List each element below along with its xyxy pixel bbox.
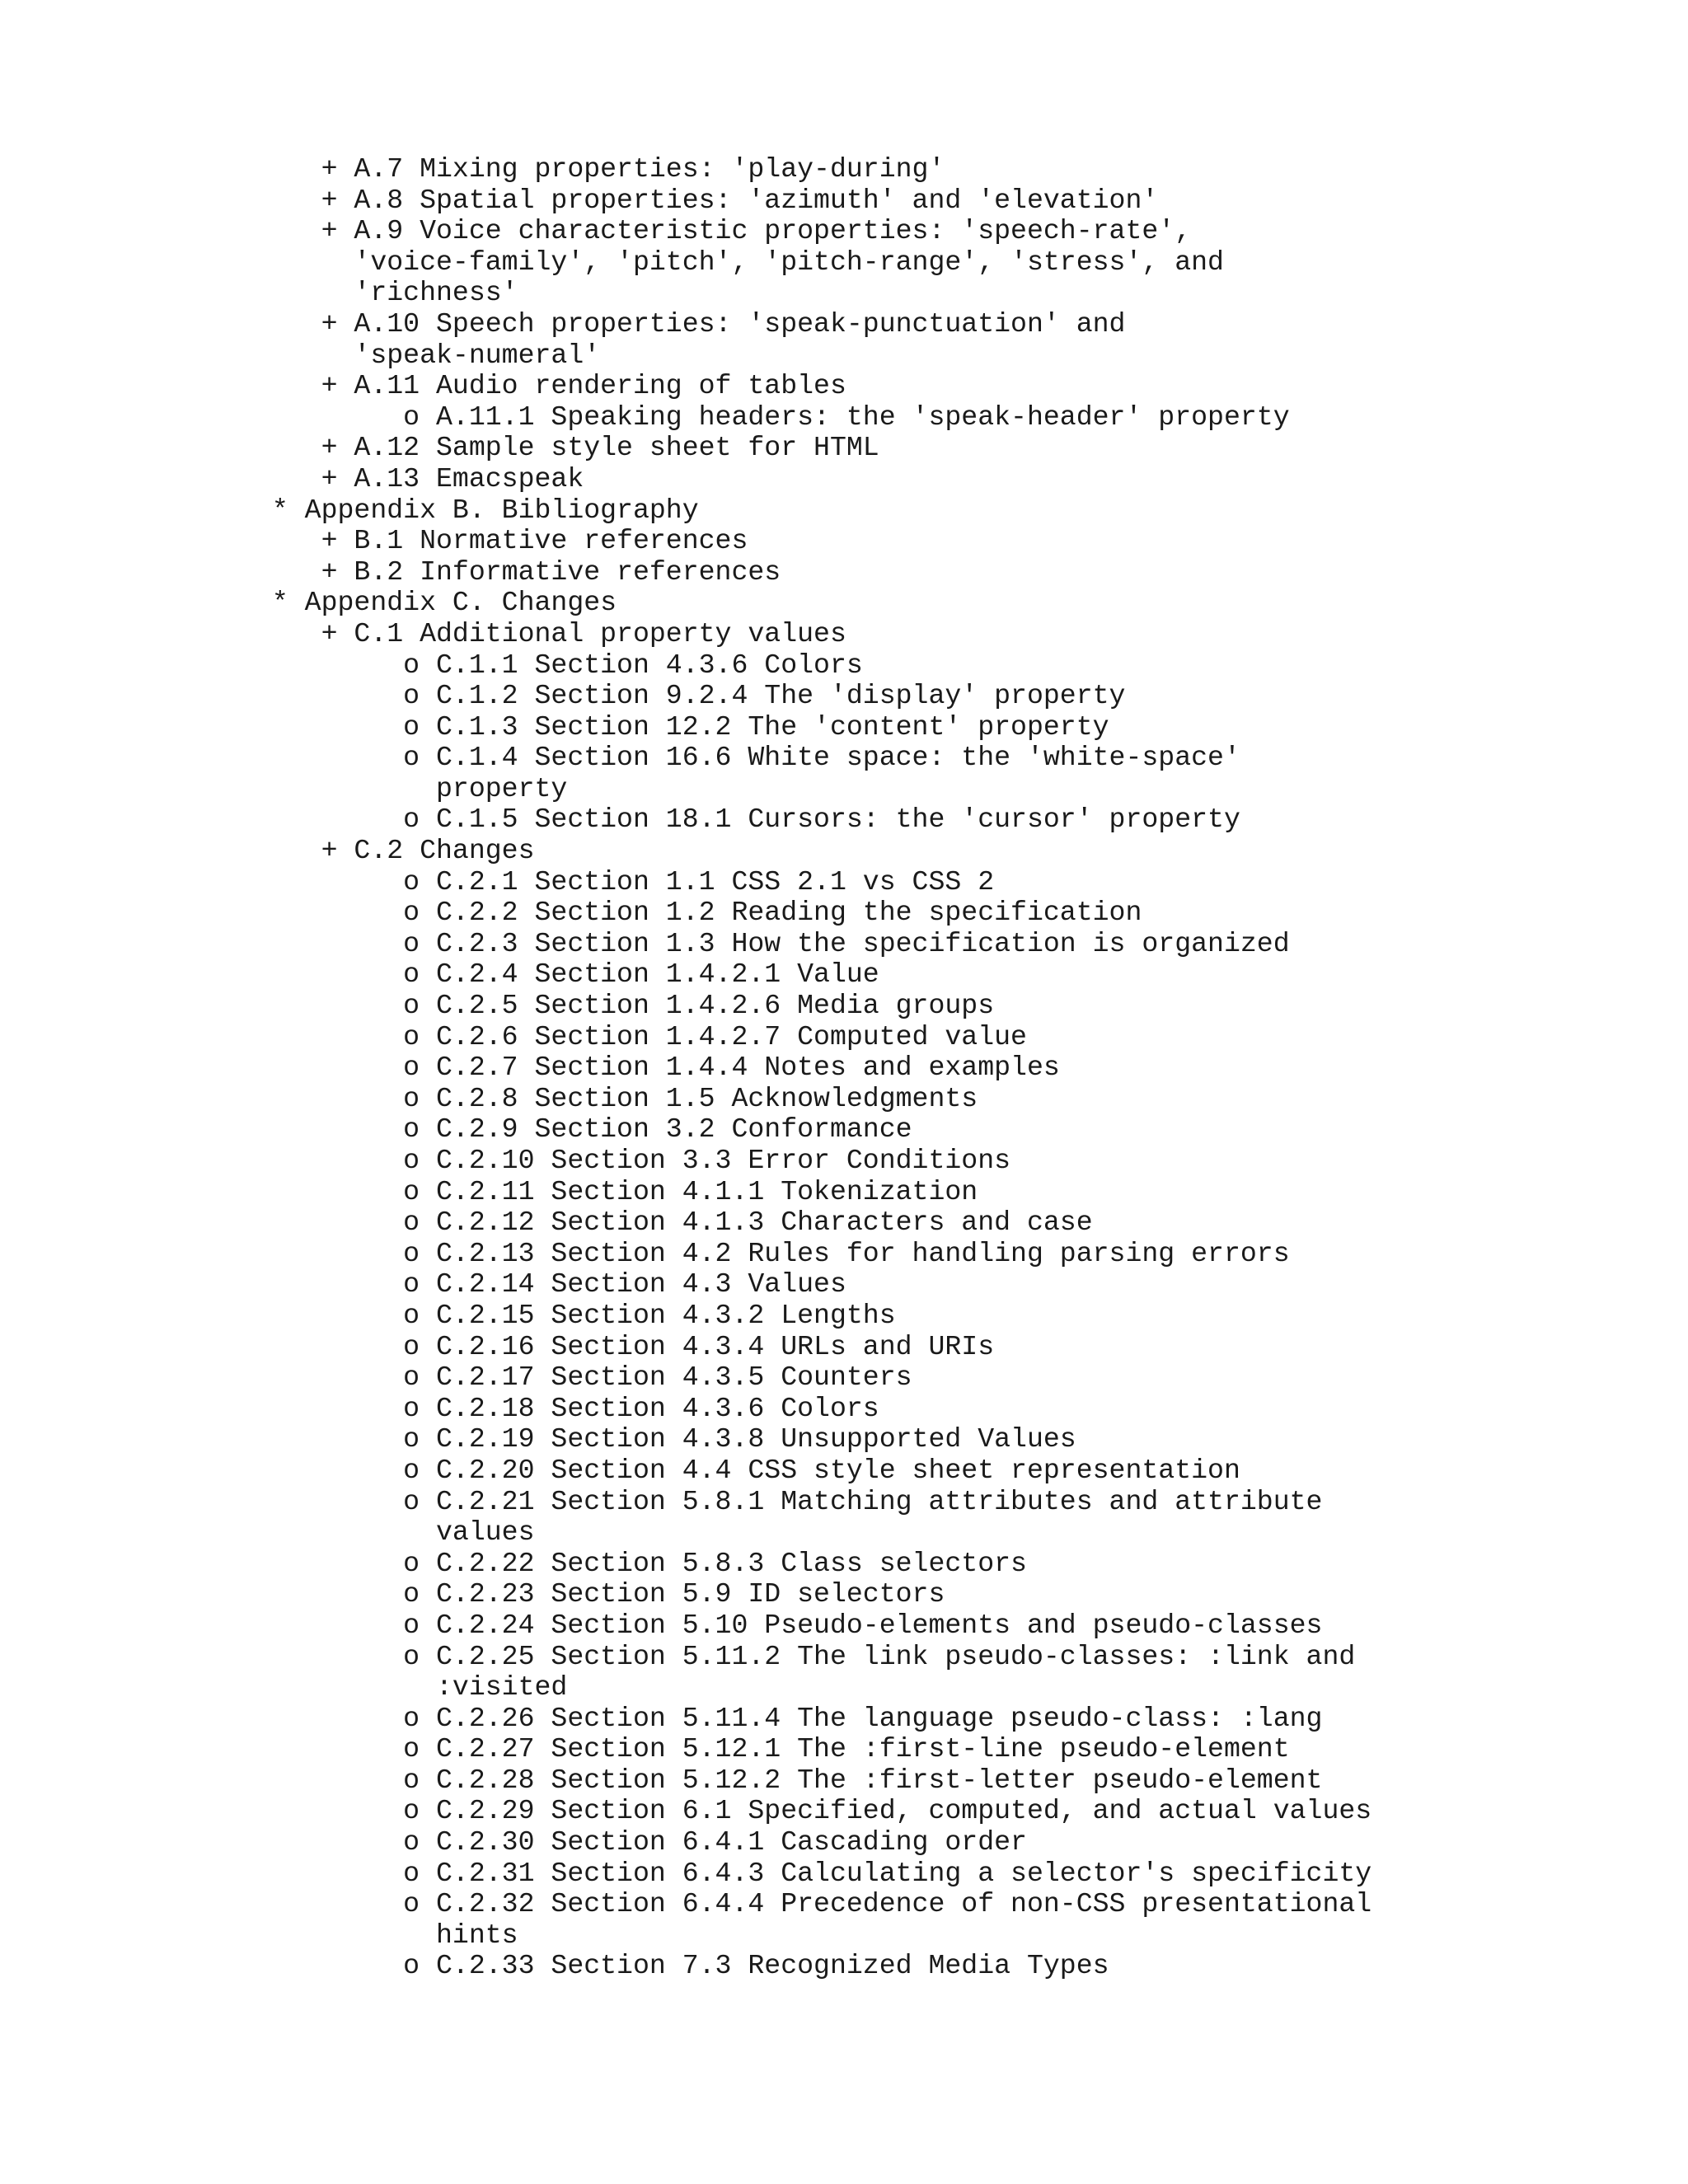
toc-line: + A.9 Voice characteristic properties: 'speech-rate', bbox=[239, 215, 1192, 247]
toc-line: + C.2 Changes bbox=[239, 835, 535, 867]
toc-line: o C.2.7 Section 1.4.4 Notes and examples bbox=[239, 1052, 1060, 1084]
toc-line: o C.2.27 Section 5.12.1 The :first-line pseudo-element bbox=[239, 1733, 1290, 1765]
toc-line: o C.2.29 Section 6.1 Specified, computed, and actual values bbox=[239, 1795, 1372, 1827]
toc-line: o C.2.30 Section 6.4.1 Cascading order bbox=[239, 1826, 1027, 1858]
toc-line: 'speak-numeral' bbox=[239, 339, 601, 371]
toc-line: o C.2.3 Section 1.3 How the specification is organized bbox=[239, 927, 1290, 959]
toc-line: :visited bbox=[239, 1671, 568, 1704]
toc-line: + B.1 Normative references bbox=[239, 525, 748, 557]
toc-line: o C.2.31 Section 6.4.3 Calculating a selector's specificity bbox=[239, 1857, 1372, 1889]
toc-line: + A.12 Sample style sheet for HTML bbox=[239, 432, 879, 464]
toc-line: property bbox=[239, 772, 568, 804]
toc-line: o C.2.13 Section 4.2 Rules for handling parsing errors bbox=[239, 1237, 1290, 1269]
toc-line: o C.1.3 Section 12.2 The 'content' property bbox=[239, 710, 1109, 743]
toc-line: + C.1 Additional property values bbox=[239, 617, 846, 649]
toc-line: o C.2.16 Section 4.3.4 URLs and URIs bbox=[239, 1330, 995, 1362]
toc-line: + A.8 Spatial properties: 'azimuth' and 'elevation' bbox=[239, 184, 1159, 216]
toc-line: + B.2 Informative references bbox=[239, 555, 781, 588]
toc-line: + A.13 Emacspeak bbox=[239, 462, 584, 494]
toc-line: o C.1.4 Section 16.6 White space: the 'white-space' bbox=[239, 742, 1240, 774]
toc-line: 'voice-family', 'pitch', 'pitch-range', 'stress', and bbox=[239, 246, 1224, 278]
toc-line: o C.2.22 Section 5.8.3 Class selectors bbox=[239, 1547, 1027, 1579]
toc-line: 'richness' bbox=[239, 277, 518, 309]
toc-line: * Appendix C. Changes bbox=[239, 587, 617, 619]
toc-line: + A.10 Speech properties: 'speak-punctuation' and bbox=[239, 307, 1126, 340]
toc-line: o A.11.1 Speaking headers: the 'speak-header' property bbox=[239, 401, 1290, 433]
toc-line: o C.2.9 Section 3.2 Conformance bbox=[239, 1113, 912, 1146]
toc-line: o C.2.17 Section 4.3.5 Counters bbox=[239, 1361, 912, 1394]
toc-line: o C.2.28 Section 5.12.2 The :first-letter pseudo-element bbox=[239, 1764, 1323, 1796]
toc-line: o C.2.20 Section 4.4 CSS style sheet representation bbox=[239, 1454, 1240, 1486]
toc-line: o C.2.21 Section 5.8.1 Matching attributes and attribute bbox=[239, 1485, 1323, 1517]
toc-line: o C.1.1 Section 4.3.6 Colors bbox=[239, 649, 863, 681]
toc-line: o C.2.5 Section 1.4.2.6 Media groups bbox=[239, 990, 995, 1022]
toc-line: hints bbox=[239, 1919, 518, 1951]
toc-line: o C.2.11 Section 4.1.1 Tokenization bbox=[239, 1175, 978, 1207]
toc-line: o C.2.4 Section 1.4.2.1 Value bbox=[239, 958, 879, 991]
toc-line: o C.2.18 Section 4.3.6 Colors bbox=[239, 1392, 879, 1424]
toc-line: o C.2.15 Section 4.3.2 Lengths bbox=[239, 1299, 896, 1331]
toc-line: o C.2.8 Section 1.5 Acknowledgments bbox=[239, 1082, 978, 1114]
toc-line: o C.2.12 Section 4.1.3 Characters and case bbox=[239, 1207, 1093, 1239]
toc-line: o C.2.23 Section 5.9 ID selectors bbox=[239, 1578, 945, 1610]
toc-line: o C.2.33 Section 7.3 Recognized Media Types bbox=[239, 1950, 1109, 1982]
toc-line: o C.2.26 Section 5.11.4 The language pseudo-class: :lang bbox=[239, 1702, 1323, 1734]
toc-line: o C.2.14 Section 4.3 Values bbox=[239, 1268, 846, 1301]
toc-line: * Appendix B. Bibliography bbox=[239, 494, 699, 526]
toc-line: + A.7 Mixing properties: 'play-during' bbox=[239, 153, 945, 185]
toc-line: o C.1.5 Section 18.1 Cursors: the 'cursor' property bbox=[239, 804, 1240, 836]
toc-line: o C.2.10 Section 3.3 Error Conditions bbox=[239, 1145, 1011, 1176]
toc-line: values bbox=[239, 1516, 535, 1549]
toc-line: o C.2.2 Section 1.2 Reading the specification bbox=[239, 897, 1142, 929]
table-of-contents bbox=[239, 154, 1372, 1982]
toc-line: o C.2.6 Section 1.4.2.7 Computed value bbox=[239, 1020, 1027, 1052]
toc-line: o C.2.24 Section 5.10 Pseudo-elements and pseudo-classes bbox=[239, 1609, 1323, 1641]
toc-line: o C.2.32 Section 6.4.4 Precedence of non-CSS presentational bbox=[239, 1888, 1372, 1920]
toc-line: o C.2.25 Section 5.11.2 The link pseudo-classes: :link and bbox=[239, 1640, 1356, 1672]
toc-line: + A.11 Audio rendering of tables bbox=[239, 370, 846, 402]
toc-line: o C.2.19 Section 4.3.8 Unsupported Values bbox=[239, 1423, 1076, 1455]
toc-line: o C.2.1 Section 1.1 CSS 2.1 vs CSS 2 bbox=[239, 865, 995, 898]
toc-line: o C.1.2 Section 9.2.4 The 'display' property bbox=[239, 680, 1126, 712]
